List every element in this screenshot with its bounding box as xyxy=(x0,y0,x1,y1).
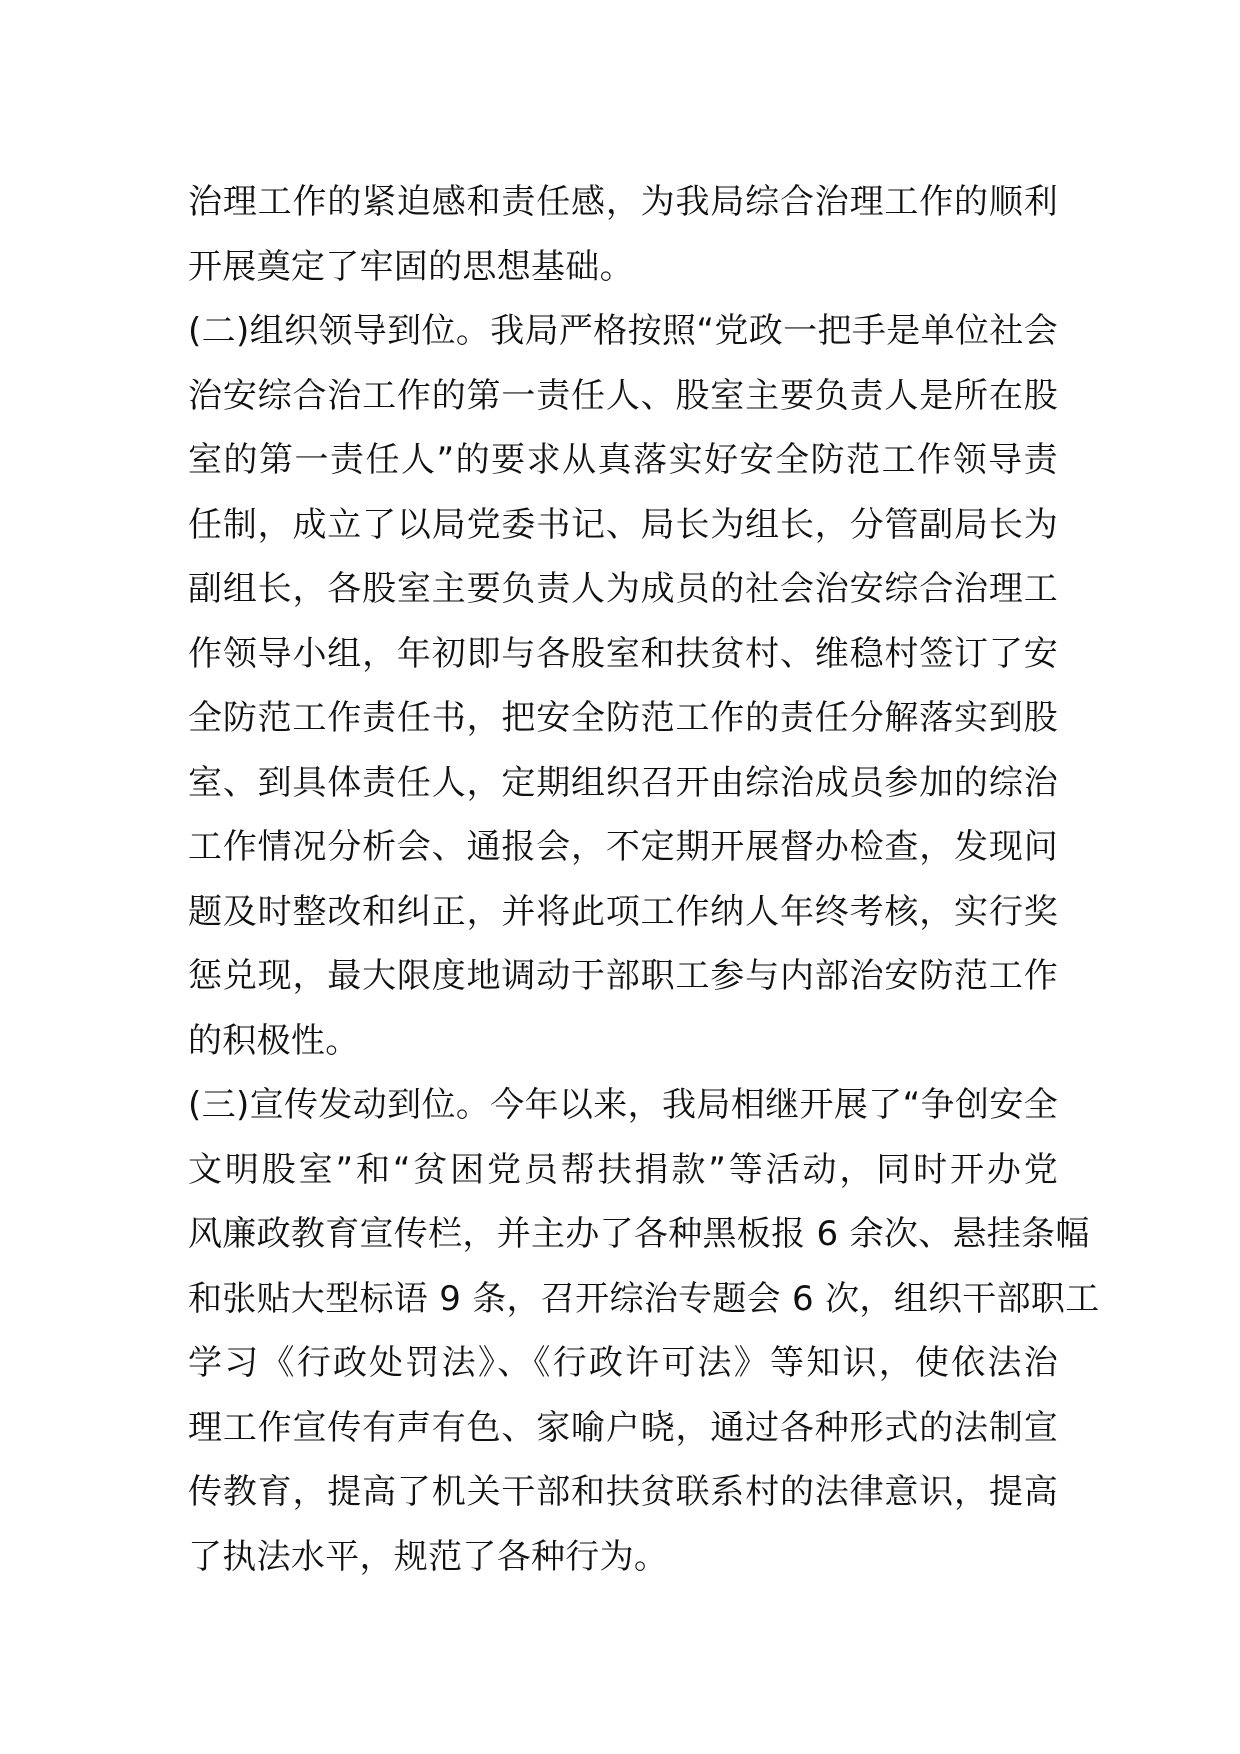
text-line: 副组长，各股室主要负责人为成员的社会治安综合治理工 xyxy=(188,569,1058,609)
text-line: 工作情况分析会、通报会，不定期开展督办检查，发现问 xyxy=(188,827,1058,867)
text-line: 文明股室”和“贫困党员帮扶捐款”等活动，同时开办党 xyxy=(188,1149,1058,1190)
text-line: 治理工作的紧迫感和责任感，为我局综合治理工作的顺利 xyxy=(188,182,1058,222)
text-line: 学习《行政处罚法》、《行政许可法》等知识，使依法治 xyxy=(188,1343,1058,1383)
text-line: 作领导小组，年初即与各股室和扶贫村、维稳村签订了安 xyxy=(188,633,1058,674)
text-line: 开展奠定了牢固的思想基础。 xyxy=(188,246,634,287)
text-line: 惩兑现，最大限度地调动于部职工参与内部治安防范工作 xyxy=(188,956,1058,996)
text-line: 理工作宣传有声有色、家喻户晓，通过各种形式的法制宣 xyxy=(188,1407,1058,1448)
text-line: 的积极性。 xyxy=(188,1020,360,1061)
document-body xyxy=(188,170,1100,1589)
text-line: 传教育，提高了机关干部和扶贫联系村的法律意识，提高 xyxy=(188,1472,1058,1512)
text-line: 室、到具体责任人，定期组织召开由综治成员参加的综治 xyxy=(188,762,1058,803)
text-line: 任制，成立了以局党委书记、局长为组长，分管副局长为 xyxy=(188,504,1058,545)
paragraph-1 xyxy=(188,170,1058,299)
text-line: 了执法水平，规范了各种行为。 xyxy=(188,1536,669,1577)
text-line: 和张贴大型标语 9 条，召开综治专题会 6 次，组织干部职工 xyxy=(188,1278,1100,1319)
paragraph-2 xyxy=(188,299,1058,1073)
paragraph-3 xyxy=(188,1073,1100,1589)
text-line: 室的第一责任人”的要求从真落实好安全防范工作领导责 xyxy=(188,440,1058,480)
text-line: 风廉政教育宣传栏，并主办了各种黑板报 6 余次、悬挂条幅 xyxy=(188,1214,1090,1254)
text-line: (三)宣传发动到位。今年以来，我局相继开展了“争创安全 xyxy=(188,1085,1058,1125)
text-line: 题及时整改和纠正，并将此项工作纳人年终考核，实行奖 xyxy=(188,891,1058,932)
text-line: 治安综合治工作的第一责任人、股室主要负责人是所在股 xyxy=(188,375,1058,416)
text-line: 全防范工作责任书，把安全防范工作的责任分解落实到股 xyxy=(188,698,1058,738)
text-line: (二)组织领导到位。我局严格按照“党政一把手是单位社会 xyxy=(188,311,1058,351)
